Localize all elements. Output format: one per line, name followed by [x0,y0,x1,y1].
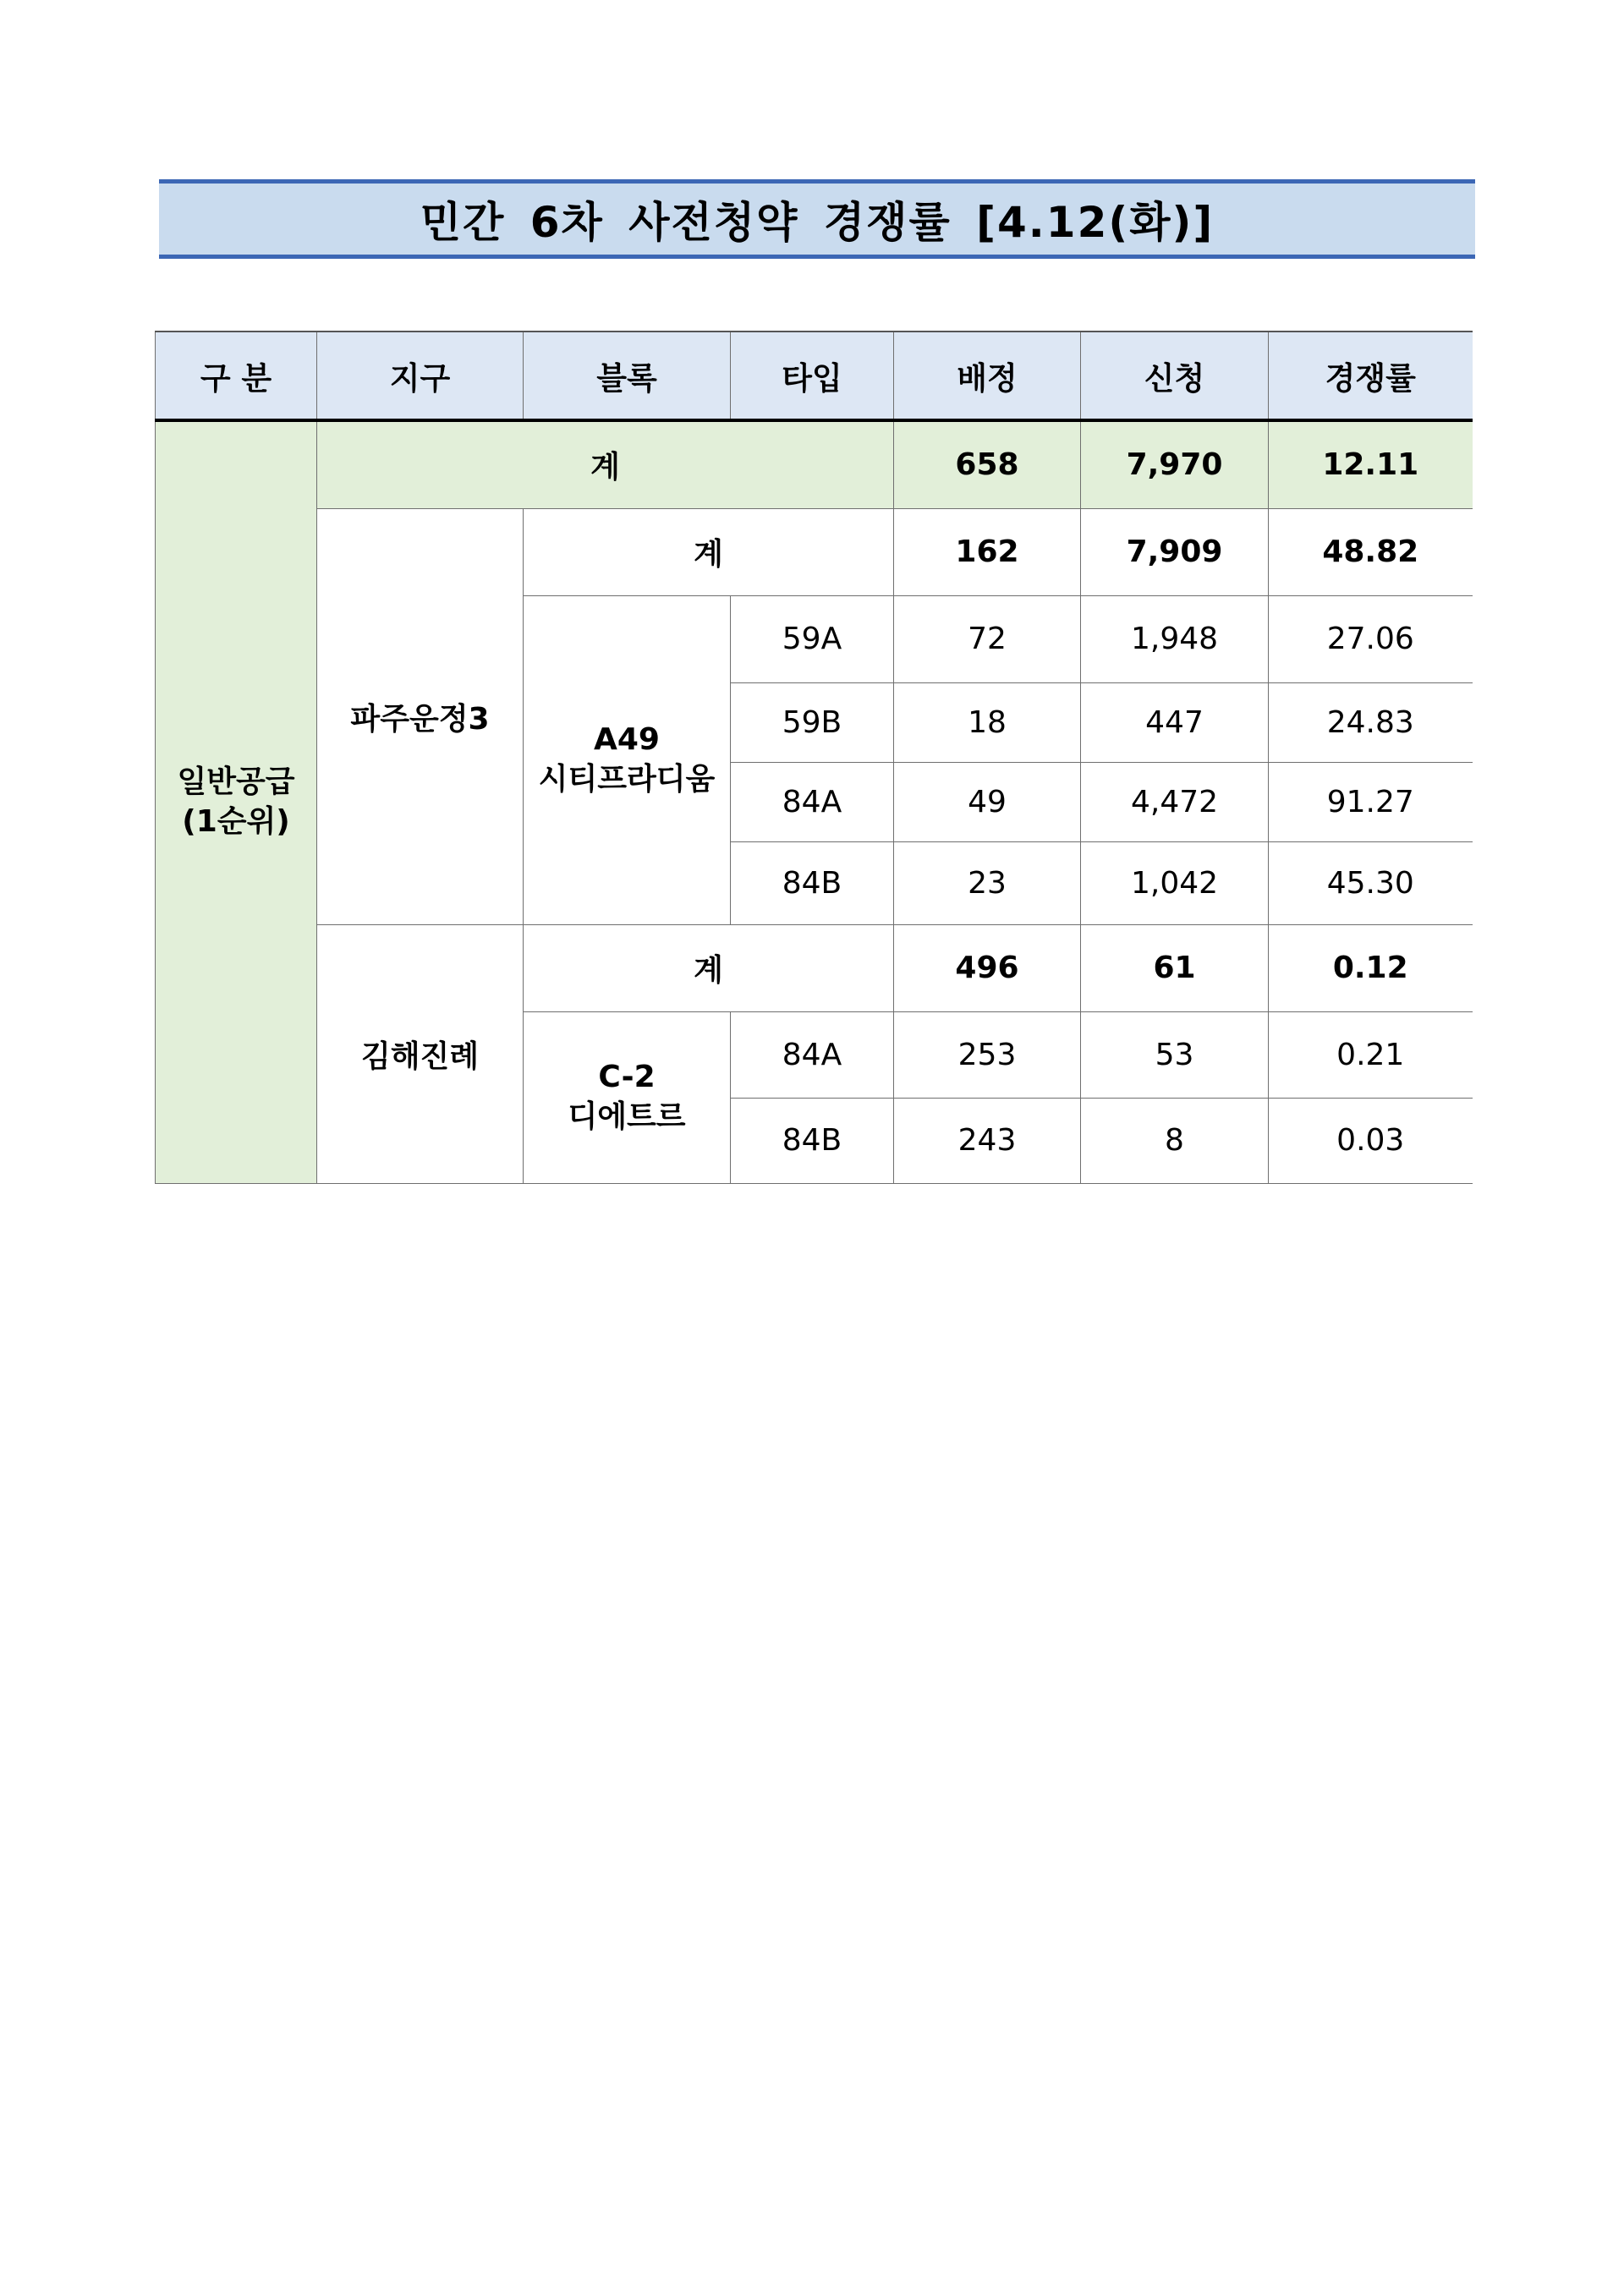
district-total-applied: 7,909 [1081,508,1269,595]
category-sublabel: (1순위) [182,803,290,839]
type-cell: 84B [731,841,894,924]
block-name: 디에트르 [568,1099,686,1134]
header-rate: 경쟁률 [1269,332,1473,420]
block-cell-c2 [524,1011,731,1183]
applied-cell: 53 [1081,1011,1269,1098]
applied-cell: 4,472 [1081,762,1269,841]
grand-total-applied: 7,970 [1081,420,1269,508]
block-cell-a49 [524,595,731,924]
competition-rate-table [155,331,1473,1184]
rate-cell: 0.21 [1269,1011,1473,1098]
district-total-rate: 48.82 [1269,508,1473,595]
type-cell: 59B [731,682,894,762]
district-total-label: 계 [524,924,894,1011]
district-total-allocated: 162 [894,508,1081,595]
rate-cell: 27.06 [1269,595,1473,682]
header-applied: 신청 [1081,332,1269,420]
header-category: 구 분 [156,332,317,420]
allocated-cell: 23 [894,841,1081,924]
district-total-rate: 0.12 [1269,924,1473,1011]
page-title: 민간 6차 사전청약 경쟁률 [4.12(화)] [420,198,1215,247]
header-type: 타입 [731,332,894,420]
district-total-allocated: 496 [894,924,1081,1011]
type-cell: 84A [731,1011,894,1098]
grand-total-allocated: 658 [894,420,1081,508]
applied-cell: 1,042 [1081,841,1269,924]
allocated-cell: 72 [894,595,1081,682]
applied-cell: 447 [1081,682,1269,762]
rate-cell: 45.30 [1269,841,1473,924]
applied-cell: 8 [1081,1098,1269,1183]
district-name-gimhae: 김해진례 [317,924,524,1183]
type-cell: 84B [731,1098,894,1183]
grand-total-row [156,420,1473,508]
district-total-applied: 61 [1081,924,1269,1011]
block-name: 시티프라디움 [538,761,716,797]
title-banner [159,179,1475,259]
district-total-label: 계 [524,508,894,595]
block-code: A49 [594,721,660,757]
allocated-cell: 18 [894,682,1081,762]
category-cell [156,420,317,1183]
rate-cell: 0.03 [1269,1098,1473,1183]
grand-total-label: 계 [317,420,894,508]
header-row [156,332,1473,420]
rate-cell: 91.27 [1269,762,1473,841]
district-total-row [156,924,1473,1011]
allocated-cell: 253 [894,1011,1081,1098]
applied-cell: 1,948 [1081,595,1269,682]
district-total-row [156,508,1473,595]
allocated-cell: 243 [894,1098,1081,1183]
header-allocated: 배정 [894,332,1081,420]
header-district: 지구 [317,332,524,420]
type-cell: 59A [731,595,894,682]
header-block: 블록 [524,332,731,420]
allocated-cell: 49 [894,762,1081,841]
category-label: 일반공급 [177,764,295,799]
type-cell: 84A [731,762,894,841]
grand-total-rate: 12.11 [1269,420,1473,508]
district-name-paju: 파주운정3 [317,508,524,924]
rate-cell: 24.83 [1269,682,1473,762]
block-code: C-2 [598,1059,656,1094]
